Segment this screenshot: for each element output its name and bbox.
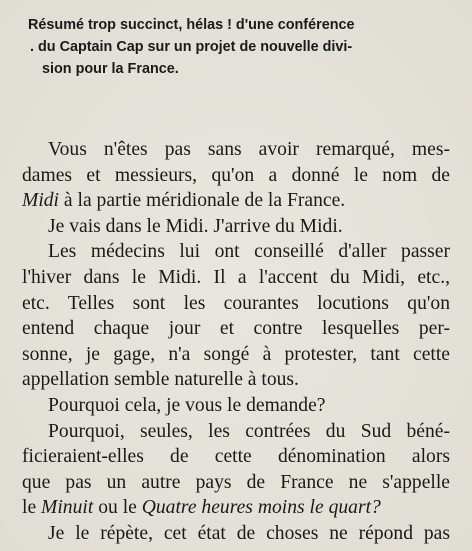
- text-fragment: le: [22, 497, 42, 519]
- emphasis-midi: Midi: [22, 190, 60, 212]
- text-line: etc. Telles sont les courantes locutions qu'on: [22, 292, 450, 314]
- text-line: Pourquoi cela, je vous le demande?: [48, 394, 326, 416]
- text-line: Je vais dans le Midi. J'arrive du Midi.: [48, 215, 343, 237]
- body-text: [22, 137, 450, 547]
- summary-line: . du Captain Cap sur un projet de nouvelle divi-: [30, 39, 353, 55]
- paragraph: [22, 521, 450, 547]
- summary-heading: [28, 14, 450, 80]
- text-fragment: à la partie méridionale de la France.: [59, 190, 346, 212]
- text-line: que pas un autre pays de France ne s'appelle: [22, 471, 450, 493]
- text-line: appellation semble naturelle à tous.: [22, 369, 299, 391]
- text-line: sonne, je gage, n'a songé à protester, tant cette: [22, 343, 450, 365]
- text-fragment: ou le: [93, 497, 142, 519]
- emphasis-quatre-heures: Quatre heures moins le quart?: [141, 497, 381, 519]
- text-line: ficieraient-elles de cette dénomination alors: [22, 446, 450, 468]
- paragraph: [22, 137, 450, 214]
- text-line: entend chaque jour et contre lesquelles per-: [22, 318, 450, 340]
- text-line: [22, 188, 450, 214]
- text-line: dames et messieurs, qu'on a donné le nom de: [22, 164, 450, 186]
- text-line: Les médecins lui ont conseillé d'aller passer: [48, 241, 450, 263]
- paragraph: [22, 393, 450, 419]
- text-line: Vous n'êtes pas sans avoir remarqué, mes-: [48, 139, 450, 160]
- text-line: l'hiver dans le Midi. Il a l'accent du Midi, etc.,: [22, 266, 450, 288]
- text-line: Pourquoi, seules, les contrées du Sud béné-: [48, 420, 450, 442]
- paragraph: [22, 214, 450, 240]
- text-line: [22, 495, 450, 521]
- paragraph: [22, 419, 450, 521]
- summary-line: sion pour la France.: [42, 61, 179, 77]
- paragraph: [22, 239, 450, 393]
- summary-line: Résumé trop succinct, hélas ! d'une conférence: [28, 17, 355, 33]
- text-line: Je le répète, cet état de choses ne répond pas: [48, 522, 450, 544]
- emphasis-minuit: Minuit: [41, 497, 94, 519]
